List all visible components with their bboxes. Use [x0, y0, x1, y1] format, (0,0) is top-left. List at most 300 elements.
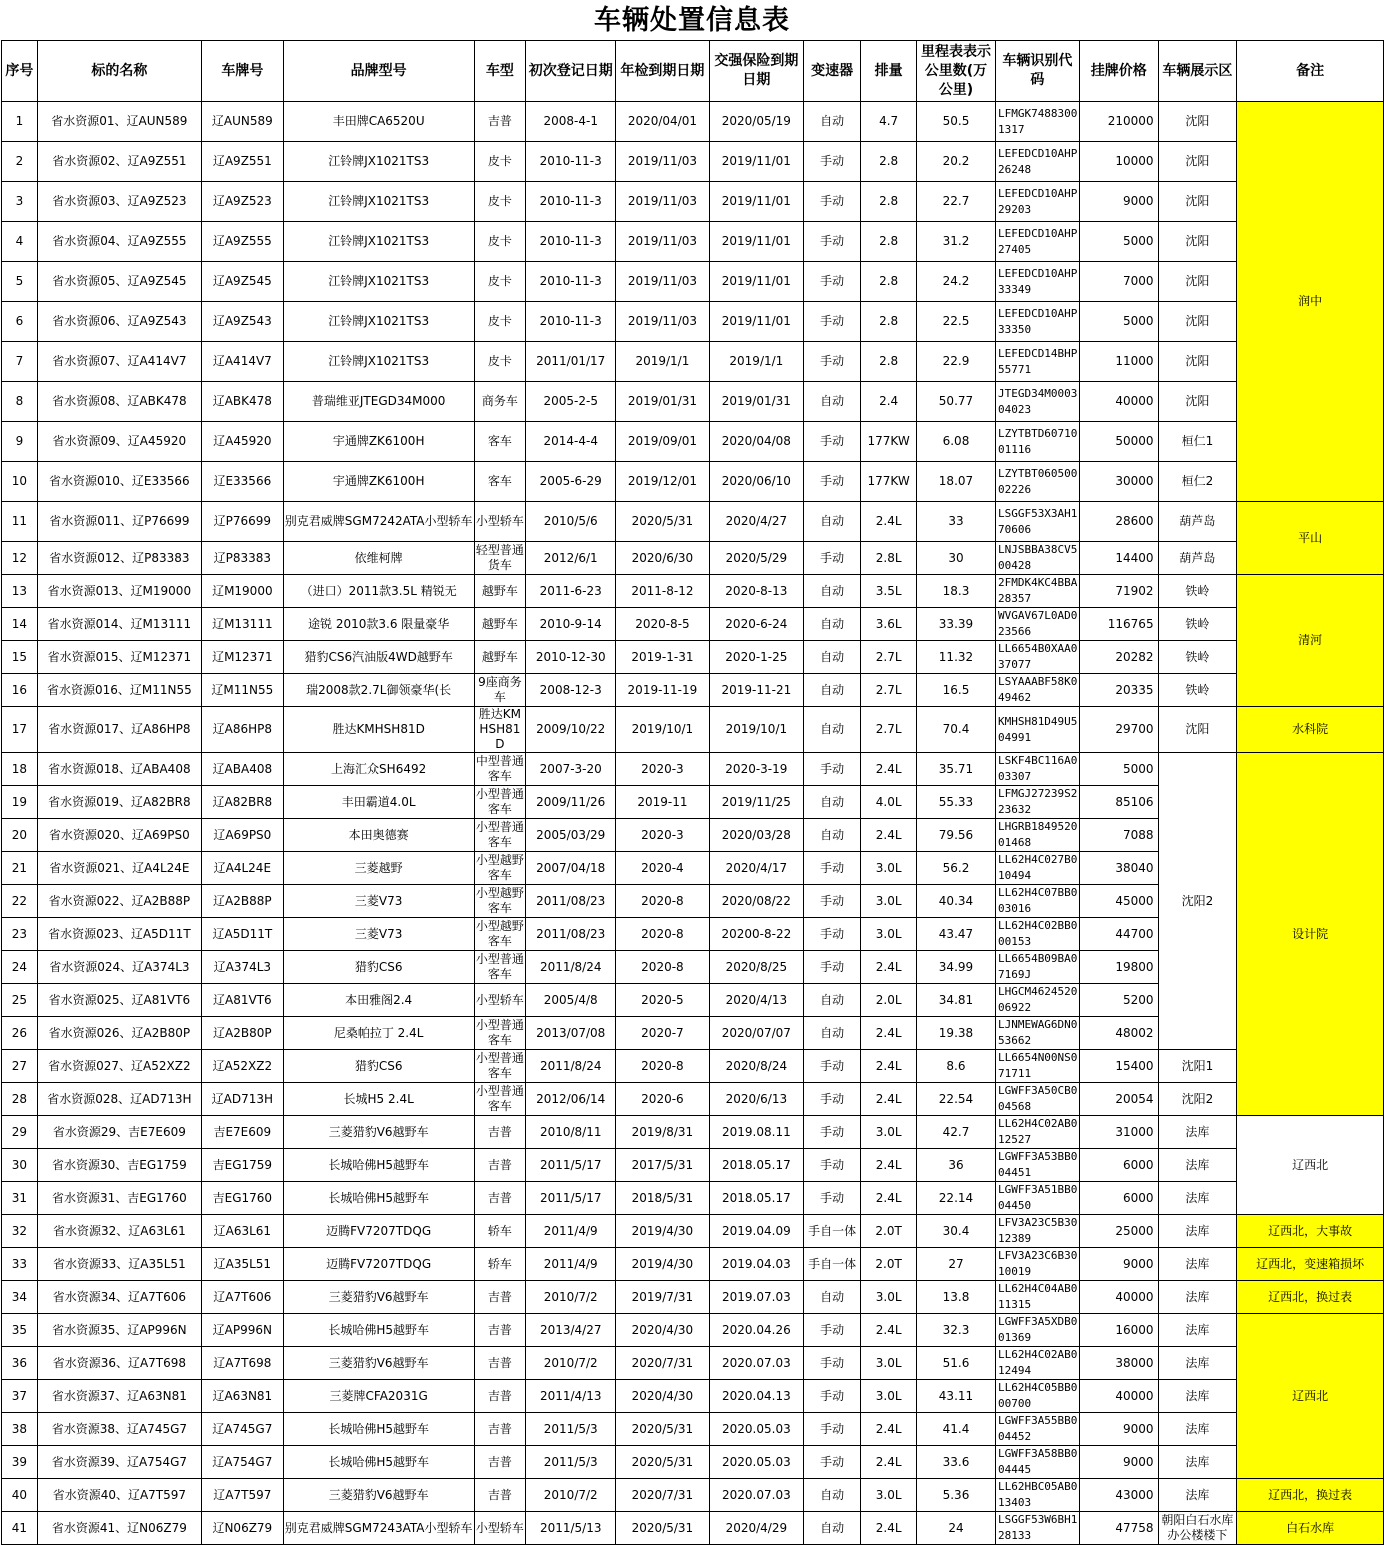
header-cell: 变速器 — [804, 41, 861, 102]
display-area-cell: 沈阳 — [1158, 302, 1237, 342]
transmission-cell: 手动 — [804, 1347, 861, 1380]
insurance-due-date-cell: 2020/07/07 — [709, 1017, 803, 1050]
plate-number-cell: 辽ABA408 — [201, 753, 283, 786]
listing-price-cell: 6000 — [1079, 1149, 1158, 1182]
remark-cell: 辽西北 — [1237, 1116, 1384, 1215]
insurance-due-date-cell: 2020/6/13 — [709, 1083, 803, 1116]
displacement-cell: 2.8L — [861, 542, 917, 575]
vehicle-type-cell: 小型越野客车 — [474, 852, 526, 885]
header-cell: 车型 — [474, 41, 526, 102]
listing-name-cell: 省水资源028、辽AD713H — [37, 1083, 201, 1116]
vehicle-type-cell: 吉普 — [474, 1116, 526, 1149]
listing-price-cell: 28600 — [1079, 502, 1158, 542]
vin-cell: LSYAAABF58K049462 — [995, 674, 1079, 707]
listing-name-cell: 省水资源010、辽E33566 — [37, 462, 201, 502]
mileage-cell: 22.5 — [917, 302, 996, 342]
displacement-cell: 3.0L — [861, 1347, 917, 1380]
remark-cell: 润中 — [1237, 102, 1384, 502]
displacement-cell: 2.8 — [861, 142, 917, 182]
remark-cell: 辽西北，换过表 — [1237, 1479, 1384, 1512]
displacement-cell: 2.4L — [861, 1446, 917, 1479]
transmission-cell: 手动 — [804, 1314, 861, 1347]
brand-model-cell: 宇通牌ZK6100H — [283, 462, 474, 502]
row-number-cell: 11 — [2, 502, 38, 542]
display-area-cell: 铁岭 — [1158, 674, 1237, 707]
transmission-cell: 自动 — [804, 608, 861, 641]
display-area-cell: 铁岭 — [1158, 575, 1237, 608]
first-registration-date-cell: 2011/5/3 — [526, 1446, 616, 1479]
insurance-due-date-cell: 2020/05/19 — [709, 102, 803, 142]
header-cell: 挂牌价格 — [1079, 41, 1158, 102]
listing-name-cell: 省水资源02、辽A9Z551 — [37, 142, 201, 182]
inspection-due-date-cell: 2020-8 — [616, 951, 709, 984]
first-registration-date-cell: 2011/5/3 — [526, 1413, 616, 1446]
listing-name-cell: 省水资源37、辽A63N81 — [37, 1380, 201, 1413]
brand-model-cell: 别克君威牌SGM7243ATA小型轿车 — [283, 1512, 474, 1545]
table-row — [2, 1314, 1384, 1347]
transmission-cell: 手动 — [804, 462, 861, 502]
first-registration-date-cell: 2010/7/2 — [526, 1347, 616, 1380]
mileage-cell: 50.5 — [917, 102, 996, 142]
listing-name-cell: 省水资源014、辽M13111 — [37, 608, 201, 641]
vehicle-type-cell: 中型普通客车 — [474, 753, 526, 786]
display-area-cell: 沈阳1 — [1158, 1050, 1237, 1083]
mileage-cell: 40.34 — [917, 885, 996, 918]
insurance-due-date-cell: 2020/03/28 — [709, 819, 803, 852]
insurance-due-date-cell: 2020/04/08 — [709, 422, 803, 462]
brand-model-cell: 江铃牌JX1021TS3 — [283, 142, 474, 182]
transmission-cell: 手动 — [804, 1149, 861, 1182]
inspection-due-date-cell: 2020-6 — [616, 1083, 709, 1116]
vehicle-type-cell: 吉普 — [474, 1479, 526, 1512]
display-area-cell: 沈阳2 — [1158, 1083, 1237, 1116]
display-area-cell: 沈阳2 — [1158, 753, 1237, 1050]
header-cell: 交强保险到期日期 — [709, 41, 803, 102]
transmission-cell: 手自一体 — [804, 1248, 861, 1281]
vin-cell: LEFEDCD10AHP33350 — [995, 302, 1079, 342]
vin-cell: KMHSH81D49U504991 — [995, 707, 1079, 753]
listing-price-cell: 40000 — [1079, 1380, 1158, 1413]
vehicle-type-cell: 商务车 — [474, 382, 526, 422]
brand-model-cell: 长城哈佛H5越野车 — [283, 1182, 474, 1215]
brand-model-cell: 迈腾FV7207TDQG — [283, 1248, 474, 1281]
mileage-cell: 22.14 — [917, 1182, 996, 1215]
first-registration-date-cell: 2010-12-30 — [526, 641, 616, 674]
display-area-cell: 法库 — [1158, 1314, 1237, 1347]
inspection-due-date-cell: 2019/09/01 — [616, 422, 709, 462]
row-number-cell: 31 — [2, 1182, 38, 1215]
displacement-cell: 3.6L — [861, 608, 917, 641]
table-row — [2, 575, 1384, 608]
insurance-due-date-cell: 2020/8/25 — [709, 951, 803, 984]
listing-price-cell: 210000 — [1079, 102, 1158, 142]
vin-cell: LGWFF3A51BB004450 — [995, 1182, 1079, 1215]
brand-model-cell: 江铃牌JX1021TS3 — [283, 302, 474, 342]
brand-model-cell: 依维柯牌 — [283, 542, 474, 575]
listing-price-cell: 16000 — [1079, 1314, 1158, 1347]
inspection-due-date-cell: 2020/5/31 — [616, 1413, 709, 1446]
mileage-cell: 34.99 — [917, 951, 996, 984]
insurance-due-date-cell: 2019/11/01 — [709, 222, 803, 262]
displacement-cell: 2.4L — [861, 1017, 917, 1050]
vin-cell: LJNMEWAG6DN053662 — [995, 1017, 1079, 1050]
plate-number-cell: 辽P76699 — [201, 502, 283, 542]
first-registration-date-cell: 2010-11-3 — [526, 302, 616, 342]
listing-name-cell: 省水资源07、辽A414V7 — [37, 342, 201, 382]
displacement-cell: 177KW — [861, 422, 917, 462]
transmission-cell: 手动 — [804, 542, 861, 575]
table-row — [2, 1050, 1384, 1083]
listing-name-cell: 省水资源019、辽A82BR8 — [37, 786, 201, 819]
display-area-cell: 沈阳 — [1158, 382, 1237, 422]
remark-cell: 辽西北，大事故 — [1237, 1215, 1384, 1248]
row-number-cell: 23 — [2, 918, 38, 951]
header-cell: 初次登记日期 — [526, 41, 616, 102]
listing-price-cell: 43000 — [1079, 1479, 1158, 1512]
listing-name-cell: 省水资源015、辽M12371 — [37, 641, 201, 674]
displacement-cell: 2.7L — [861, 641, 917, 674]
first-registration-date-cell: 2008-4-1 — [526, 102, 616, 142]
displacement-cell: 2.4L — [861, 1512, 917, 1545]
row-number-cell: 3 — [2, 182, 38, 222]
brand-model-cell: 长城H5 2.4L — [283, 1083, 474, 1116]
transmission-cell: 手动 — [804, 222, 861, 262]
vehicle-type-cell: 胜达KMHSH81D — [474, 707, 526, 753]
table-row — [2, 1446, 1384, 1479]
first-registration-date-cell: 2013/07/08 — [526, 1017, 616, 1050]
displacement-cell: 2.8 — [861, 302, 917, 342]
mileage-cell: 6.08 — [917, 422, 996, 462]
row-number-cell: 29 — [2, 1116, 38, 1149]
listing-name-cell: 省水资源026、辽A2B80P — [37, 1017, 201, 1050]
transmission-cell: 自动 — [804, 786, 861, 819]
row-number-cell: 15 — [2, 641, 38, 674]
transmission-cell: 手动 — [804, 1182, 861, 1215]
row-number-cell: 33 — [2, 1248, 38, 1281]
vin-cell: LGWFF3A55BB004452 — [995, 1413, 1079, 1446]
vehicle-type-cell: 皮卡 — [474, 222, 526, 262]
listing-name-cell: 省水资源08、辽ABK478 — [37, 382, 201, 422]
first-registration-date-cell: 2011-6-23 — [526, 575, 616, 608]
row-number-cell: 27 — [2, 1050, 38, 1083]
listing-price-cell: 9000 — [1079, 1248, 1158, 1281]
display-area-cell: 桓仁2 — [1158, 462, 1237, 502]
brand-model-cell: 迈腾FV7207TDQG — [283, 1215, 474, 1248]
inspection-due-date-cell: 2019/4/30 — [616, 1248, 709, 1281]
listing-name-cell: 省水资源09、辽A45920 — [37, 422, 201, 462]
vin-cell: LL62H4C02BB000153 — [995, 918, 1079, 951]
insurance-due-date-cell: 2019.08.11 — [709, 1116, 803, 1149]
header-row — [2, 41, 1384, 102]
plate-number-cell: 辽ABK478 — [201, 382, 283, 422]
vehicle-type-cell: 皮卡 — [474, 302, 526, 342]
insurance-due-date-cell: 2019/10/1 — [709, 707, 803, 753]
plate-number-cell: 辽A2B80P — [201, 1017, 283, 1050]
row-number-cell: 19 — [2, 786, 38, 819]
insurance-due-date-cell: 2020/5/29 — [709, 542, 803, 575]
plate-number-cell: 吉EG1759 — [201, 1149, 283, 1182]
listing-price-cell: 14400 — [1079, 542, 1158, 575]
first-registration-date-cell: 2012/06/14 — [526, 1083, 616, 1116]
transmission-cell: 手动 — [804, 262, 861, 302]
inspection-due-date-cell: 2020-4 — [616, 852, 709, 885]
transmission-cell: 自动 — [804, 382, 861, 422]
mileage-cell: 22.7 — [917, 182, 996, 222]
vin-cell: LSGGF53W6BH128133 — [995, 1512, 1079, 1545]
plate-number-cell: 辽A7T698 — [201, 1347, 283, 1380]
mileage-cell: 70.4 — [917, 707, 996, 753]
plate-number-cell: 辽A374L3 — [201, 951, 283, 984]
insurance-due-date-cell: 2020/4/17 — [709, 852, 803, 885]
listing-price-cell: 50000 — [1079, 422, 1158, 462]
header-cell: 车辆展示区 — [1158, 41, 1237, 102]
listing-price-cell: 48002 — [1079, 1017, 1158, 1050]
listing-name-cell: 省水资源34、辽A7T606 — [37, 1281, 201, 1314]
header-cell: 车辆识别代码 — [995, 41, 1079, 102]
displacement-cell: 2.8 — [861, 222, 917, 262]
first-registration-date-cell: 2011/5/17 — [526, 1182, 616, 1215]
row-number-cell: 24 — [2, 951, 38, 984]
brand-model-cell: 长城哈佛H5越野车 — [283, 1149, 474, 1182]
listing-price-cell: 45000 — [1079, 885, 1158, 918]
listing-price-cell: 5200 — [1079, 984, 1158, 1017]
listing-price-cell: 11000 — [1079, 342, 1158, 382]
display-area-cell: 沈阳 — [1158, 262, 1237, 302]
listing-name-cell: 省水资源03、辽A9Z523 — [37, 182, 201, 222]
brand-model-cell: 普瑞维亚JTEGD34M000 — [283, 382, 474, 422]
displacement-cell: 2.4L — [861, 1182, 917, 1215]
vin-cell: LFMGJ27239S223632 — [995, 786, 1079, 819]
transmission-cell: 手动 — [804, 1446, 861, 1479]
plate-number-cell: 辽A9Z523 — [201, 182, 283, 222]
first-registration-date-cell: 2008-12-3 — [526, 674, 616, 707]
brand-model-cell: 三菱越野 — [283, 852, 474, 885]
remark-cell: 水科院 — [1237, 707, 1384, 753]
row-number-cell: 21 — [2, 852, 38, 885]
table-row — [2, 707, 1384, 753]
display-area-cell: 法库 — [1158, 1116, 1237, 1149]
insurance-due-date-cell: 2020.05.03 — [709, 1446, 803, 1479]
vin-cell: LGWFF3A58BB004445 — [995, 1446, 1079, 1479]
listing-price-cell: 9000 — [1079, 182, 1158, 222]
mileage-cell: 43.11 — [917, 1380, 996, 1413]
listing-price-cell: 85106 — [1079, 786, 1158, 819]
insurance-due-date-cell: 2020.04.13 — [709, 1380, 803, 1413]
plate-number-cell: 辽AP996N — [201, 1314, 283, 1347]
inspection-due-date-cell: 2019/7/31 — [616, 1281, 709, 1314]
first-registration-date-cell: 2007/04/18 — [526, 852, 616, 885]
listing-name-cell: 省水资源027、辽A52XZ2 — [37, 1050, 201, 1083]
vehicle-type-cell: 吉普 — [474, 1413, 526, 1446]
plate-number-cell: 辽E33566 — [201, 462, 283, 502]
insurance-due-date-cell: 2019-11-21 — [709, 674, 803, 707]
vehicle-type-cell: 吉普 — [474, 1314, 526, 1347]
vehicle-type-cell: 轿车 — [474, 1248, 526, 1281]
mileage-cell: 56.2 — [917, 852, 996, 885]
insurance-due-date-cell: 2020.07.03 — [709, 1479, 803, 1512]
mileage-cell: 22.9 — [917, 342, 996, 382]
inspection-due-date-cell: 2018/5/31 — [616, 1182, 709, 1215]
insurance-due-date-cell: 2020-1-25 — [709, 641, 803, 674]
display-area-cell: 法库 — [1158, 1479, 1237, 1512]
vehicle-type-cell: 客车 — [474, 462, 526, 502]
table-row — [2, 382, 1384, 422]
first-registration-date-cell: 2010/7/2 — [526, 1281, 616, 1314]
displacement-cell: 3.0L — [861, 1380, 917, 1413]
vehicle-type-cell: 越野车 — [474, 641, 526, 674]
inspection-due-date-cell: 2019/11/03 — [616, 222, 709, 262]
insurance-due-date-cell: 2020/4/27 — [709, 502, 803, 542]
inspection-due-date-cell: 2020/6/30 — [616, 542, 709, 575]
transmission-cell: 手动 — [804, 342, 861, 382]
insurance-due-date-cell: 2020-6-24 — [709, 608, 803, 641]
brand-model-cell: 三菱猎豹V6越野车 — [283, 1116, 474, 1149]
brand-model-cell: 途锐 2010款3.6 限量豪华 — [283, 608, 474, 641]
first-registration-date-cell: 2010/8/11 — [526, 1116, 616, 1149]
mileage-cell: 5.36 — [917, 1479, 996, 1512]
vin-cell: LL62H4C02AB012494 — [995, 1347, 1079, 1380]
insurance-due-date-cell: 20200-8-22 — [709, 918, 803, 951]
plate-number-cell: 辽M12371 — [201, 641, 283, 674]
remark-cell: 辽西北 — [1237, 1314, 1384, 1479]
row-number-cell: 7 — [2, 342, 38, 382]
mileage-cell: 50.77 — [917, 382, 996, 422]
transmission-cell: 手动 — [804, 918, 861, 951]
table-row — [2, 262, 1384, 302]
inspection-due-date-cell: 2020-7 — [616, 1017, 709, 1050]
transmission-cell: 手动 — [804, 302, 861, 342]
mileage-cell: 27 — [917, 1248, 996, 1281]
row-number-cell: 12 — [2, 542, 38, 575]
table-row — [2, 1248, 1384, 1281]
vin-cell: LFV3A23C5B3012389 — [995, 1215, 1079, 1248]
insurance-due-date-cell: 2020/4/13 — [709, 984, 803, 1017]
row-number-cell: 28 — [2, 1083, 38, 1116]
header-cell: 车牌号 — [201, 41, 283, 102]
insurance-due-date-cell: 2019/01/31 — [709, 382, 803, 422]
first-registration-date-cell: 2011/4/13 — [526, 1380, 616, 1413]
insurance-due-date-cell: 2020.04.26 — [709, 1314, 803, 1347]
inspection-due-date-cell: 2020-8-5 — [616, 608, 709, 641]
brand-model-cell: 长城哈佛H5越野车 — [283, 1446, 474, 1479]
row-number-cell: 5 — [2, 262, 38, 302]
table-row — [2, 1116, 1384, 1149]
table-row — [2, 1380, 1384, 1413]
mileage-cell: 24.2 — [917, 262, 996, 302]
mileage-cell: 43.47 — [917, 918, 996, 951]
remark-cell: 辽西北，变速箱损坏 — [1237, 1248, 1384, 1281]
brand-model-cell: 江铃牌JX1021TS3 — [283, 262, 474, 302]
brand-model-cell: 长城哈佛H5越野车 — [283, 1413, 474, 1446]
mileage-cell: 35.71 — [917, 753, 996, 786]
listing-price-cell: 44700 — [1079, 918, 1158, 951]
inspection-due-date-cell: 2020/5/31 — [616, 1446, 709, 1479]
listing-name-cell: 省水资源05、辽A9Z545 — [37, 262, 201, 302]
listing-name-cell: 省水资源013、辽M19000 — [37, 575, 201, 608]
table-row — [2, 1083, 1384, 1116]
brand-model-cell: 江铃牌JX1021TS3 — [283, 182, 474, 222]
transmission-cell: 自动 — [804, 641, 861, 674]
table-row — [2, 753, 1384, 786]
display-area-cell: 葫芦岛 — [1158, 502, 1237, 542]
first-registration-date-cell: 2010-9-14 — [526, 608, 616, 641]
insurance-due-date-cell: 2020/8/24 — [709, 1050, 803, 1083]
transmission-cell: 自动 — [804, 102, 861, 142]
vehicle-type-cell: 小型轿车 — [474, 1512, 526, 1545]
plate-number-cell: 辽M11N55 — [201, 674, 283, 707]
insurance-due-date-cell: 2020.05.03 — [709, 1413, 803, 1446]
listing-name-cell: 省水资源39、辽A754G7 — [37, 1446, 201, 1479]
mileage-cell: 79.56 — [917, 819, 996, 852]
mileage-cell: 51.6 — [917, 1347, 996, 1380]
insurance-due-date-cell: 2020-8-13 — [709, 575, 803, 608]
row-number-cell: 32 — [2, 1215, 38, 1248]
inspection-due-date-cell: 2019-1-31 — [616, 641, 709, 674]
table-row — [2, 142, 1384, 182]
mileage-cell: 8.6 — [917, 1050, 996, 1083]
first-registration-date-cell: 2011/8/24 — [526, 951, 616, 984]
transmission-cell: 手动 — [804, 1380, 861, 1413]
brand-model-cell: 江铃牌JX1021TS3 — [283, 342, 474, 382]
plate-number-cell: 辽A69PS0 — [201, 819, 283, 852]
vehicle-type-cell: 小型普通客车 — [474, 1050, 526, 1083]
listing-name-cell: 省水资源06、辽A9Z543 — [37, 302, 201, 342]
mileage-cell: 34.81 — [917, 984, 996, 1017]
vehicle-type-cell: 越野车 — [474, 608, 526, 641]
row-number-cell: 35 — [2, 1314, 38, 1347]
display-area-cell: 法库 — [1158, 1215, 1237, 1248]
brand-model-cell: 三菱猎豹V6越野车 — [283, 1479, 474, 1512]
display-area-cell: 法库 — [1158, 1182, 1237, 1215]
plate-number-cell: 辽A7T606 — [201, 1281, 283, 1314]
listing-price-cell: 25000 — [1079, 1215, 1158, 1248]
inspection-due-date-cell: 2019/4/30 — [616, 1215, 709, 1248]
vin-cell: LL6654B09BA07169J — [995, 951, 1079, 984]
display-area-cell: 沈阳 — [1158, 707, 1237, 753]
brand-model-cell: 宇通牌ZK6100H — [283, 422, 474, 462]
inspection-due-date-cell: 2020/7/31 — [616, 1479, 709, 1512]
brand-model-cell: 胜达KMHSH81D — [283, 707, 474, 753]
table-row — [2, 342, 1384, 382]
table-row — [2, 1281, 1384, 1314]
vehicle-type-cell: 吉普 — [474, 1149, 526, 1182]
inspection-due-date-cell: 2019/11/03 — [616, 302, 709, 342]
listing-price-cell: 10000 — [1079, 142, 1158, 182]
inspection-due-date-cell: 2019/8/31 — [616, 1116, 709, 1149]
listing-name-cell: 省水资源30、吉EG1759 — [37, 1149, 201, 1182]
vehicle-type-cell: 小型普通客车 — [474, 786, 526, 819]
first-registration-date-cell: 2011/4/9 — [526, 1215, 616, 1248]
remark-cell: 辽西北，换过表 — [1237, 1281, 1384, 1314]
inspection-due-date-cell: 2020/4/30 — [616, 1314, 709, 1347]
listing-price-cell: 15400 — [1079, 1050, 1158, 1083]
mileage-cell: 36 — [917, 1149, 996, 1182]
display-area-cell: 法库 — [1158, 1281, 1237, 1314]
plate-number-cell: 辽A9Z545 — [201, 262, 283, 302]
display-area-cell: 铁岭 — [1158, 641, 1237, 674]
listing-name-cell: 省水资源38、辽A745G7 — [37, 1413, 201, 1446]
table-row — [2, 182, 1384, 222]
displacement-cell: 2.4 — [861, 382, 917, 422]
plate-number-cell: 辽N06Z79 — [201, 1512, 283, 1545]
first-registration-date-cell: 2013/4/27 — [526, 1314, 616, 1347]
brand-model-cell: 猎豹CS6 — [283, 1050, 474, 1083]
table-row — [2, 1215, 1384, 1248]
display-area-cell: 沈阳 — [1158, 222, 1237, 262]
transmission-cell: 手动 — [804, 753, 861, 786]
brand-model-cell: 猎豹CS6 — [283, 951, 474, 984]
brand-model-cell: 江铃牌JX1021TS3 — [283, 222, 474, 262]
